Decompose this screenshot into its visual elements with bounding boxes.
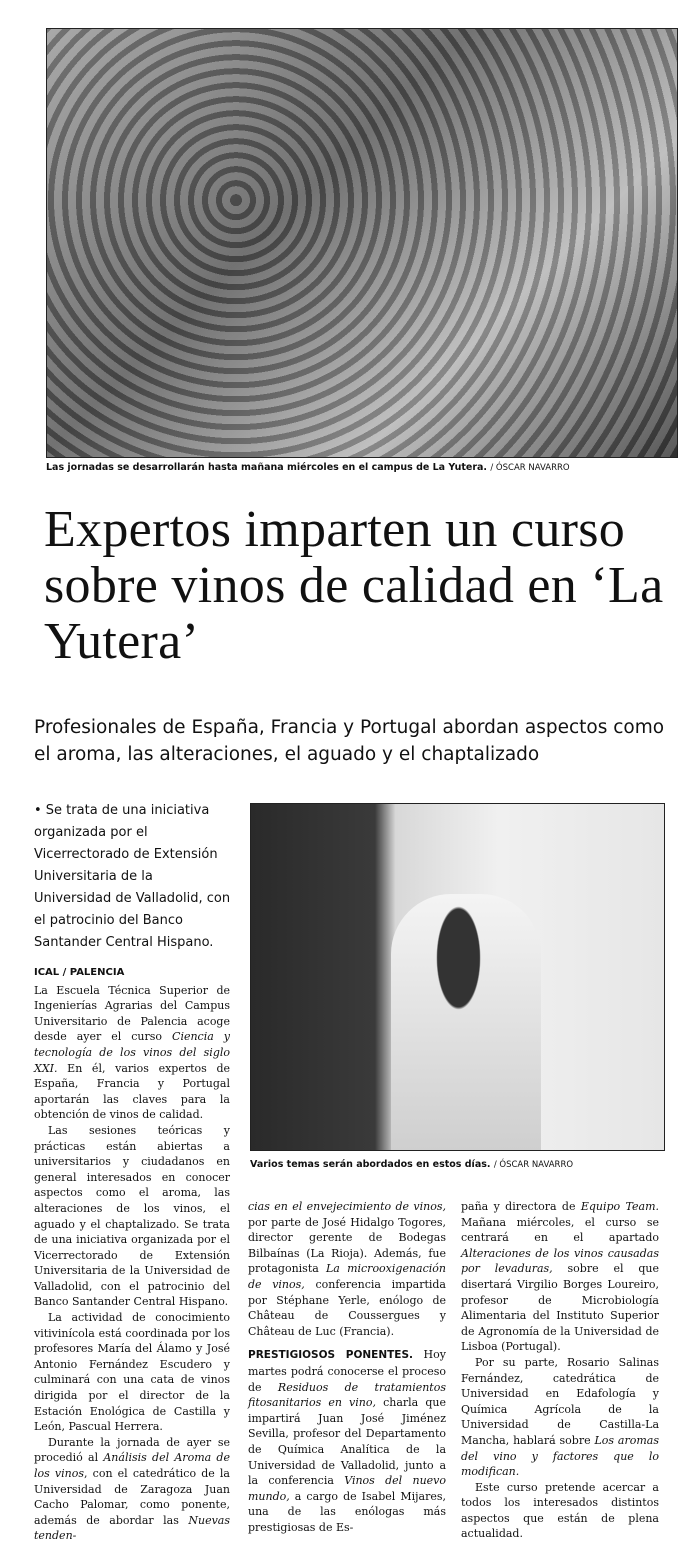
col1-paragraph-3: La actividad de conocimiento vitivinícola está coordinada por los profesores María del Álamo y José Antonio Fernández Escudero y culminará con una cata de vinos dirigida por el director de la Estación Enológica de Castilla y León, Pascual Herrera.	[34, 1311, 230, 1434]
photo-speaker-figure	[391, 894, 541, 1150]
photo2-caption	[250, 1159, 573, 1170]
subheadline: Profesionales de España, Francia y Portugal abordan aspectos como el aroma, las alteraciones, el aguado y el chaptalizado	[34, 717, 665, 765]
col2-paragraph-2: PRESTIGIOSOS PONENTES. Hoy martes podrá conocerse el proceso de Residuos de tratamientos fitosanitarios en vino, charla que impartirá Juan José Jiménez Sevilla, profesor del Departamento de Química Analítica de la Universidad de Valladolid, junto a la conferencia Vinos del nuevo mundo, a cargo de Isabel Mijares, una de las enólogas más prestigiosas de Es-	[248, 1348, 446, 1534]
col3-paragraph-2: Por su parte, Rosario Salinas Fernández, catedrática de Universidad en Edafología y Química Agrícola de la Universidad de Castilla-La Mancha, hablará sobre Los aromas del vino y factores que lo modifican.	[461, 1355, 659, 1479]
photo1-caption	[46, 462, 570, 473]
photo2-caption-text: Varios temas serán abordados en estos días.	[250, 1159, 491, 1170]
photo-classroom	[46, 28, 678, 458]
photo2-credit: / ÓSCAR NAVARRO	[493, 1160, 574, 1170]
col3-paragraph-3: Este curso pretende acercar a todos los interesados distintos aspectos que están de plena actualidad.	[461, 1480, 659, 1541]
article-column-3	[461, 1199, 659, 1542]
col1-paragraph-2: Las sesiones teóricas y prácticas están abiertas a universitarios y ciudadanos en general interesados en conocer aspectos como el aroma, las alteraciones de los vinos, el aguado y el chaptalizado. Se trata de una iniciativa organizada por el Vicerrectorado de Extensión Universitaria de la Universidad de Valladolid, con el patrocinio del Banco Santander Central Hispano.	[34, 1123, 230, 1309]
article-column-2	[248, 1199, 446, 1535]
photo-speaker	[250, 803, 665, 1151]
photo-audience	[47, 29, 677, 457]
col3-paragraph-1: paña y directora de Equipo Team. Mañana miércoles, el curso se centrará en el apartado Alteraciones de los vinos causadas por levaduras, sobre el que disertará Virgilio Borges Loureiro, profesor de Microbiología Alimentaria del Instituto Superior de Agronomía de la Universidad de Lisboa (Portugal).	[461, 1200, 660, 1354]
photo1-caption-text: Las jornadas se desarrollarán hasta mañana miércoles en el campus de La Yutera.	[46, 462, 488, 473]
section-lead: PRESTIGIOSOS PONENTES.	[248, 1349, 414, 1362]
col2-paragraph-1: cias en el envejecimiento de vinos, por parte de José Hidalgo Togores, director gerente de Bodegas Bilbaínas (La Rioja). Además, fue protagonista La microoxigenación de vinos, conferencia impartida por Stéphane Yerle, enólogo de Château de Coussergues y Château de Luc (Francia).	[248, 1200, 446, 1338]
byline: ICAL / PALENCIA	[34, 967, 125, 978]
article-column-1	[34, 965, 230, 1544]
summary-box: • Se trata de una iniciativa organizada por el Vicerrectorado de Extensión Universitaria de la Universidad de Valladolid, con el patrocinio del Banco Santander Central Hispano.	[34, 803, 231, 950]
col1-paragraph-4: Durante la jornada de ayer se procedió al Análisis del Aroma de los vinos, con el catedrático de la Universidad de Zaragoza Juan Cacho Palomar, como ponente, además de abordar las Nuevas tenden-	[34, 1435, 230, 1543]
col1-paragraph-1: La Escuela Técnica Superior de Ingenierías Agrarias del Campus Universitario de Palencia acoge desde ayer el curso Ciencia y tecnología de los vinos del siglo XXI. En él, varios expertos de España, Francia y Portugal aportarán las claves para la obtención de vinos de calidad.	[34, 983, 230, 1122]
photo1-credit: / ÓSCAR NAVARRO	[490, 463, 570, 473]
headline: Expertos imparten un curso sobre vinos de calidad en ‘La Yutera’	[44, 501, 664, 670]
